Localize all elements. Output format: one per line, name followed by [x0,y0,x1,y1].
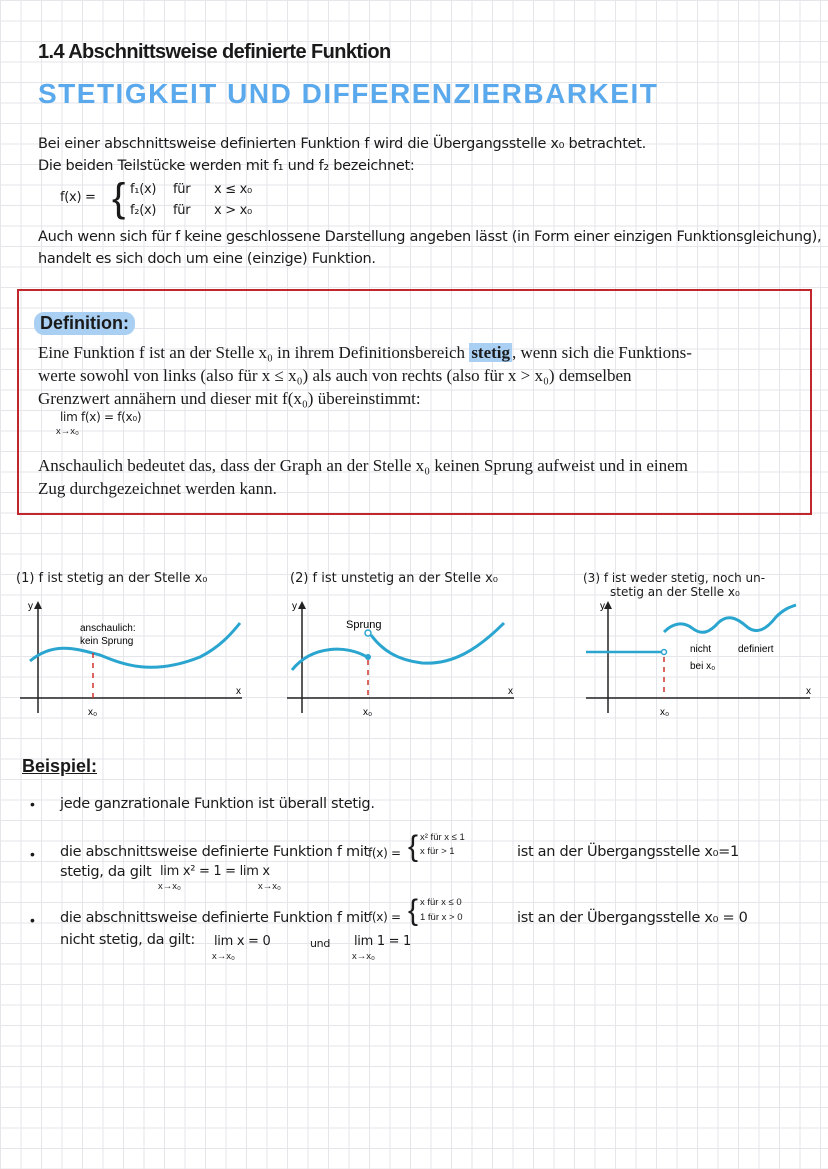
example-3-case-2: 1 für x > 0 [420,912,463,923]
case-1-word: für [173,182,191,197]
case-lhs: f(x) = [60,190,96,205]
example-1: jede ganzrationale Funktion ist überall stetig. [60,796,375,812]
example-2-limit: lim x² = 1 = lim x [160,864,270,879]
definition-limit-sub: x→x₀ [56,426,79,437]
example-3-brace: { [408,894,419,927]
case-brace: { [112,176,126,220]
bullet-2: • [30,846,35,862]
definition-limit: lim f(x) = f(x₀) [60,410,142,424]
definition-line-2: werte sowohl von links (also für x ≤ x₀) als auch von rechts (also für x > x₀) demselben [38,366,632,385]
example-2-limit-sub-1: x→x₀ [158,881,181,892]
case-2-cond: x > x₀ [214,203,252,218]
example-2-case-1: x² für x ≤ 1 [420,832,465,843]
case-1-fn: f₁(x) [130,182,157,197]
graph-1-note-2: kein Sprung [80,636,134,647]
section-title: 1.4 Abschnittsweise definierte Funktion [38,41,391,63]
bullet-1: • [30,796,35,812]
intro-line-3: Auch wenn sich für f keine geschlossene Darstellung angeben lässt (in Form einer einzigen Funktionsgleichung), [38,229,822,245]
definition-line-3: Grenzwert annähern und dieser mit f(x₀) übereinstimmt: [38,389,421,408]
graph-2-title: (2) f ist unstetig an der Stelle x₀ [290,571,498,586]
graph-1-x-label: x [236,686,241,697]
example-2-f: f(x) = [368,846,401,860]
definition-line-5: Zug durchgezeichnet werden kann. [38,479,277,498]
intro-line-4: handelt es sich doch um eine (einzige) Funktion. [38,251,376,267]
example-3-line-2: nicht stetig, da gilt: [60,932,195,948]
intro-line-2: Die beiden Teilstücke werden mit f₁ und f₂ bezeichnet: [38,158,415,174]
case-1-cond: x ≤ x₀ [214,182,252,197]
graph-2 [282,595,532,725]
graph-2-note: Sprung [346,619,382,631]
graph-3-title-1: (3) f ist weder stetig, noch un- [583,571,766,585]
example-3-limit-1: lim x = 0 [214,934,271,949]
example-2-brace: { [408,830,419,863]
definition-line-4: Anschaulich bedeutet das, dass der Graph an der Stelle x₀ keinen Sprung aufweist und in einem [38,456,688,475]
definition-line-1: Eine Funktion f ist an der Stelle x₀ in ihrem Definitionsbereich stetig , wenn sich die Funktions- [38,343,692,362]
graph-3-x0: x₀ [660,707,670,718]
intro-line-1: Bei einer abschnittsweise definierten Funktion f wird die Übergangsstelle x₀ betrachtet. [38,136,646,152]
example-2-case-2: x für > 1 [420,846,455,857]
graph-1-note-1: anschaulich: [80,623,136,634]
graph-2-x-label: x [508,686,513,697]
example-3-und: und [310,937,331,950]
example-3-case-1: x für x ≤ 0 [420,897,462,908]
graph-1-title: (1) f ist stetig an der Stelle x₀ [16,571,208,586]
graph-3-y-label: y [600,601,605,612]
topic-title: STETIGKEIT UND DIFFERENZIERBARKEIT [38,78,659,109]
graph-3-note-2: definiert [738,644,774,655]
example-2-result: ist an der Übergangsstelle x₀=1 [517,844,739,860]
graph-1 [10,595,260,725]
definition-label: Definition: [34,312,135,335]
case-2-fn: f₂(x) [130,203,157,218]
example-3-limit-2: lim 1 = 1 [354,934,412,949]
case-2-word: für [173,203,191,218]
example-heading: Beispiel: [22,756,98,776]
graph-2-x0: x₀ [363,707,373,718]
graph-3 [578,595,828,725]
example-3-limit-sub-2: x→x₀ [352,951,375,962]
graph-2-y-label: y [292,601,297,612]
stetig-highlight: stetig [471,343,511,362]
example-3-limit-sub-1: x→x₀ [212,951,235,962]
example-2-line-1: die abschnittsweise definierte Funktion f mit [60,844,369,860]
example-3-f: f(x) = [368,910,401,924]
graph-3-note-3: bei x₀ [690,661,716,672]
graph-3-x-label: x [806,686,811,697]
example-3-result: ist an der Übergangsstelle x₀ = 0 [517,910,748,926]
bullet-3: • [30,912,35,928]
graph-3-title-2: stetig an der Stelle x₀ [610,585,740,599]
graph-1-y-label: y [28,601,33,612]
example-3-line-1: die abschnittsweise definierte Funktion f mit [60,910,369,926]
graph-3-note-1: nicht [690,644,712,655]
graph-1-x0: x₀ [88,707,98,718]
example-2-line-2: stetig, da gilt [60,864,152,880]
example-2-limit-sub-2: x→x₀ [258,881,281,892]
